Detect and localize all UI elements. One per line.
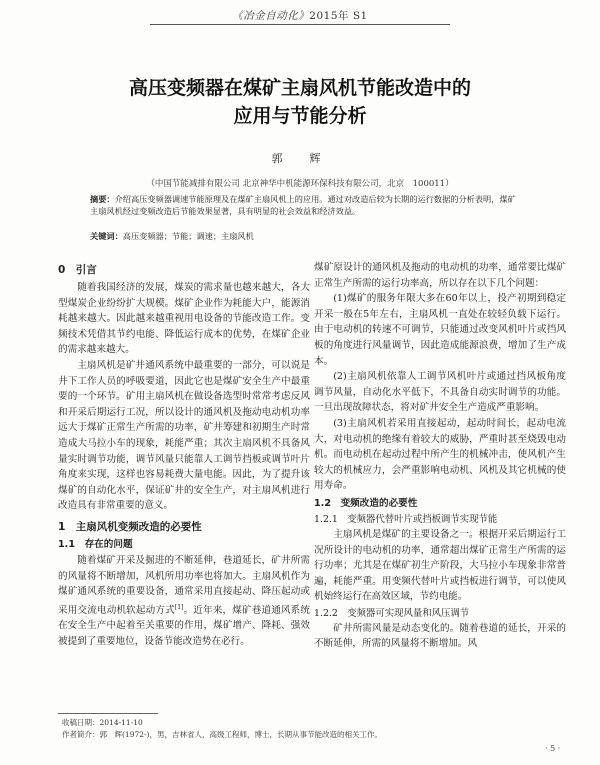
page-number: · 5 · [545, 744, 561, 753]
title-line-1: 高压变频器在煤矿主扇风机节能改造中的 [128, 77, 471, 99]
footnotes [62, 717, 542, 741]
paragraph: 煤矿原设计的通风机及拖动的电动机的功率，通常要比煤矿正常生产所需的运行功率高，所以存在以下几个问题： [314, 262, 566, 289]
left-column [58, 260, 310, 650]
author-bio: 作者简介：郭 辉(1972-)，男，吉林省人，高级工程师，博士，长期从事节能改造的相关工作。 [62, 730, 382, 739]
footnote-rule [58, 713, 158, 714]
keywords-text: 高压变频器；节能；调速；主扇风机 [122, 231, 254, 241]
section-heading-necessity: 1 主扇风机变频改造的必要性 [58, 520, 202, 533]
abstract-label: 摘要： [90, 194, 115, 204]
paragraph: (3)主扇风机若采用直接起动，起动时间长，起动电流大，对电动机的绝缘有着较大的威胁，严重时甚至烧毁电动机。而电动机在起动过程中所产生的机械冲击，使风机产生较大的机械应力，会严重影响电动机、风机及其它机械的使用寿命。 [314, 417, 566, 492]
paragraph: (1)煤矿的服务年限大多在60年以上，投产初期到稳定开采一般在5年左右，主扇风机一直处在较轻负载下运行。由于电动机的转速不可调节，只能通过改变风机叶片或挡风板的角度进行风量调节，因此造成能源浪费，增加了生产成本。 [314, 293, 566, 367]
running-header [0, 8, 600, 23]
journal-name: 《冶金自动化》 [232, 10, 310, 22]
received-date: 收稿日期：2014-11-10 [62, 718, 143, 727]
paper-title [30, 74, 570, 130]
abstract-text: 介绍高压变频器调速节能原理及在煤矿主扇风机上的应用。通过对改造后较为长期的运行数据的分析表明，煤矿主扇风机经过变频改造后节能效果显著，具有明显的社会效益和经济效益。 [90, 194, 516, 216]
paragraph: 矿井所需风量是动态变化的。随着巷道的延长，开采的不断延伸，所需的风量将不断增加。风 [314, 622, 566, 650]
keywords [90, 231, 520, 242]
right-column [314, 260, 566, 652]
citation-ref: [1] [174, 603, 184, 611]
author-name: 郭 辉 [271, 152, 329, 165]
paragraph: (2)主扇风机依靠人工调节风机叶片或通过挡风板角度调节风量，自动化水平低下，不具备自动实时调节的功能。一旦出现故障状态，将对矿井安全生产造成严重影响。 [314, 371, 566, 414]
paragraph: 主扇风机是矿井通风系统中最重要的一部分，可以说是井下工作人员的呼吸要道，因此它也是煤矿安全生产中最重要的一个环节。矿用主扇风机在做设备选型时常常考虑反风和开采后期运行工况，所以设计的通风机及拖动电动机功率远大于煤矿正常生产所需的功率，矿井筹建和初期生产时常造成大马拉小车的现象，耗能严重；其次主扇风机不具备风量实时调节功能，调节风量只能靠人工调节挡板或调节叶片角度来实现，这样也容易耗费大量电能。因此，为了提升该煤矿的自动化水平，保证矿井的安全生产，对主扇风机进行改造具有非常重要的意义。 [58, 359, 310, 512]
subsection-heading-necessity: 1.2 变频改造的必要性 [314, 497, 418, 509]
journal-issue: 2015年 S1 [309, 10, 368, 22]
keywords-label: 关键词： [90, 231, 123, 241]
paragraph [58, 553, 310, 650]
paragraph-text: 。近年来，煤矿巷道通风系统在安全生产中起着至关重要的作用，煤矿增产、降耗、强效被提到了重要地位，设备节能改造势在必行。 [58, 604, 311, 648]
section-heading-intro: 0 引言 [58, 264, 97, 276]
title-line-2: 应用与节能分析 [233, 105, 367, 127]
paragraph: 主扇风机是煤矿的主要设备之一。根据开采后期运行工况所设计的电动机的功率，通常超出煤矿正常生产所需的运行功率；尤其是在煤矿初生产阶段，大马拉小车现象非常普遍，耗能严重。用变频代替叶片或挡板进行调节，可以使风机始终运行在高效区域，节约电能。 [314, 528, 566, 603]
subsubsection-heading-airflow: 1.2.2 变频器可实现风量和风压调节 [314, 607, 470, 619]
abstract [90, 193, 520, 217]
subsubsection-heading-inverter: 1.2.1 变频器代替叶片或挡板调节实现节能 [314, 513, 498, 525]
affiliation: （中国节能减排有限公司 北京神华中机能源环保科技有限公司，北京 100011） [146, 179, 454, 189]
subsection-heading-problems: 1.1 存在的问题 [58, 538, 133, 550]
header-rule [150, 24, 450, 25]
paragraph-text: 随着煤矿开采及掘进的不断延伸，巷道延长，矿井所需的风量将不断增加，风机所用功率也将加大。主扇风机作为煤矿通风系统的重要设备，通常采用直接起动、降压起动或采用交流电动机软起动方式 [58, 554, 310, 616]
paragraph: 随着我国经济的发展，煤炭的需求量也越来越大，各大型煤炭企业纷纷扩大规模。煤矿企业作为耗能大户，能源消耗越来越大。因此越来越重视用电设备的节能改造工作。变频技术凭借其节约电能、降低运行成本的优势，在煤矿企业的需求越来越大。 [58, 282, 310, 356]
